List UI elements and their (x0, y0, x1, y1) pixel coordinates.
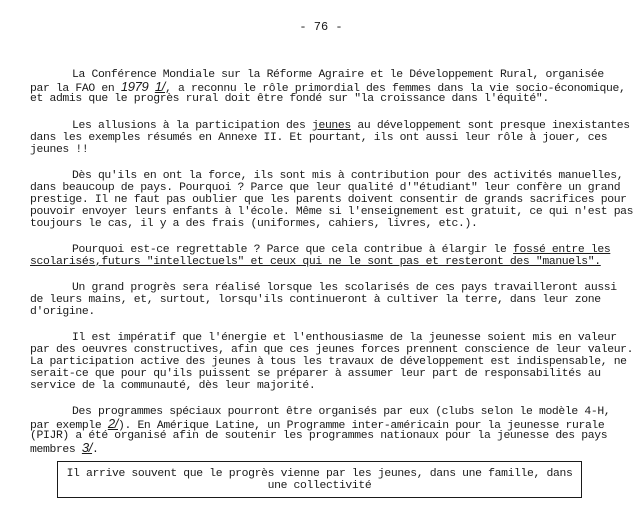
paragraph-2-line-3: jeunes !! (30, 144, 89, 156)
text-segment: ). En Amérique Latine, un Programme inter-américain pour la jeunesse rurale (117, 420, 605, 432)
text-segment: au développement sont presque inexistantes (350, 120, 630, 132)
paragraph-7-line-1: Des programmes spéciaux pourront être organisés par eux (clubs selon le modèle 4-H, (72, 406, 611, 418)
paragraph-1-line-3: et admis que le progrès rural doit être fondé sur "la croissance dans l'équité". (30, 93, 549, 105)
paragraph-6-line-2: par des oeuvres constructives, afin que ces jeunes forces prennent conscience de leur valeur. (30, 344, 634, 356)
paragraph-6-line-5: service de la communauté, dès leur majorité. (30, 380, 316, 392)
paragraph-5-line-3: d'origine. (30, 306, 95, 318)
footnote-ref-1: 1/ (154, 79, 165, 94)
paragraph-4-line-1 (72, 244, 610, 256)
callout-box (57, 461, 582, 498)
paragraph-5-line-2: de leurs mains, et, surtout, lorsqu'ils continueront à cultiver la terre, dans leur zone (30, 294, 601, 306)
paragraph-3-line-4: pouvoir envoyer leurs enfants à l'école. Même si l'enseignement est gratuit, ce qui n'est pas (30, 206, 634, 218)
paragraph-7-line-3: (PIJR) a été organisé afin de soutenir les programmes nationaux pour la jeunesse des pays (30, 430, 608, 442)
paragraph-3-line-3: prestige. Il ne faut pas oublier que les parents doivent consentir de grands sacrifices pour (30, 194, 627, 206)
handwritten-year: 1979 (120, 79, 149, 94)
text-segment: , a reconnu le rôle primordial des femmes dans la vie socio-économique, (165, 83, 626, 95)
paragraph-7-line-4 (30, 442, 99, 456)
text-segment: membres (30, 444, 82, 456)
paragraph-3-line-5: toujours le cas, il y a des frais (uniformes, cahiers, livres, etc.). (30, 218, 478, 230)
paragraph-6-line-3: La participation active des jeunes à tous les travaux de développement est indispensable, ne (30, 356, 627, 368)
paragraph-1-line-1: La Conférence Mondiale sur la Réforme Agraire et le Développement Rural, organisée (72, 69, 604, 81)
paragraph-3-line-2: dans beaucoup de pays. Pourquoi ? Parce que leur qualité d'"étudiant" leur confère un grand (30, 182, 621, 194)
text-segment: par la FAO en (30, 83, 121, 95)
callout-line-2: une collectivité (267, 480, 372, 492)
footnote-ref-2: 2/ (107, 416, 118, 431)
text-segment: par exemple (30, 420, 108, 432)
paragraph-2-line-1 (72, 120, 630, 132)
footnote-ref-3: 3/ (81, 440, 93, 455)
underlined-word-jeunes: jeunes (311, 120, 351, 132)
paragraph-4-line-2: scolarisés,futurs "intellectuels" et ceux qui ne le sont pas et resteront des "manuels". (30, 256, 601, 268)
paragraph-6-line-1: Il est impératif que l'énergie et l'enthousiasme de la jeunesse soient mis en valeur (72, 332, 617, 344)
callout-line-1: Il arrive souvent que le progrès vienne par les jeunes, dans une famille, dans (66, 468, 573, 480)
underlined-phrase-fosse: fossé entre les (513, 244, 611, 256)
paragraph-3-line-1: Dès qu'ils en ont la force, ils sont mis à contribution pour des activités manuelles, (72, 170, 624, 182)
page-number: - 76 - (299, 20, 343, 34)
paragraph-5-line-1: Un grand progrès sera réalisé lorsque les scolarisés de ces pays travailleront aussi (72, 282, 617, 294)
paragraph-2-line-2: dans les exemples résumés en Annexe II. Et pourtant, ils ont aussi leur rôle à jouer, ces (30, 132, 608, 144)
text-segment: Les allusions à la participation des (72, 120, 312, 132)
text-segment: Pourquoi est-ce regrettable ? Parce que cela contribue à élargir le (72, 244, 514, 256)
paragraph-6-line-4: serait-ce que pour qu'ils puissent se préparer à assumer leur part de responsabilités au (30, 368, 601, 380)
text-segment: . (92, 444, 99, 456)
